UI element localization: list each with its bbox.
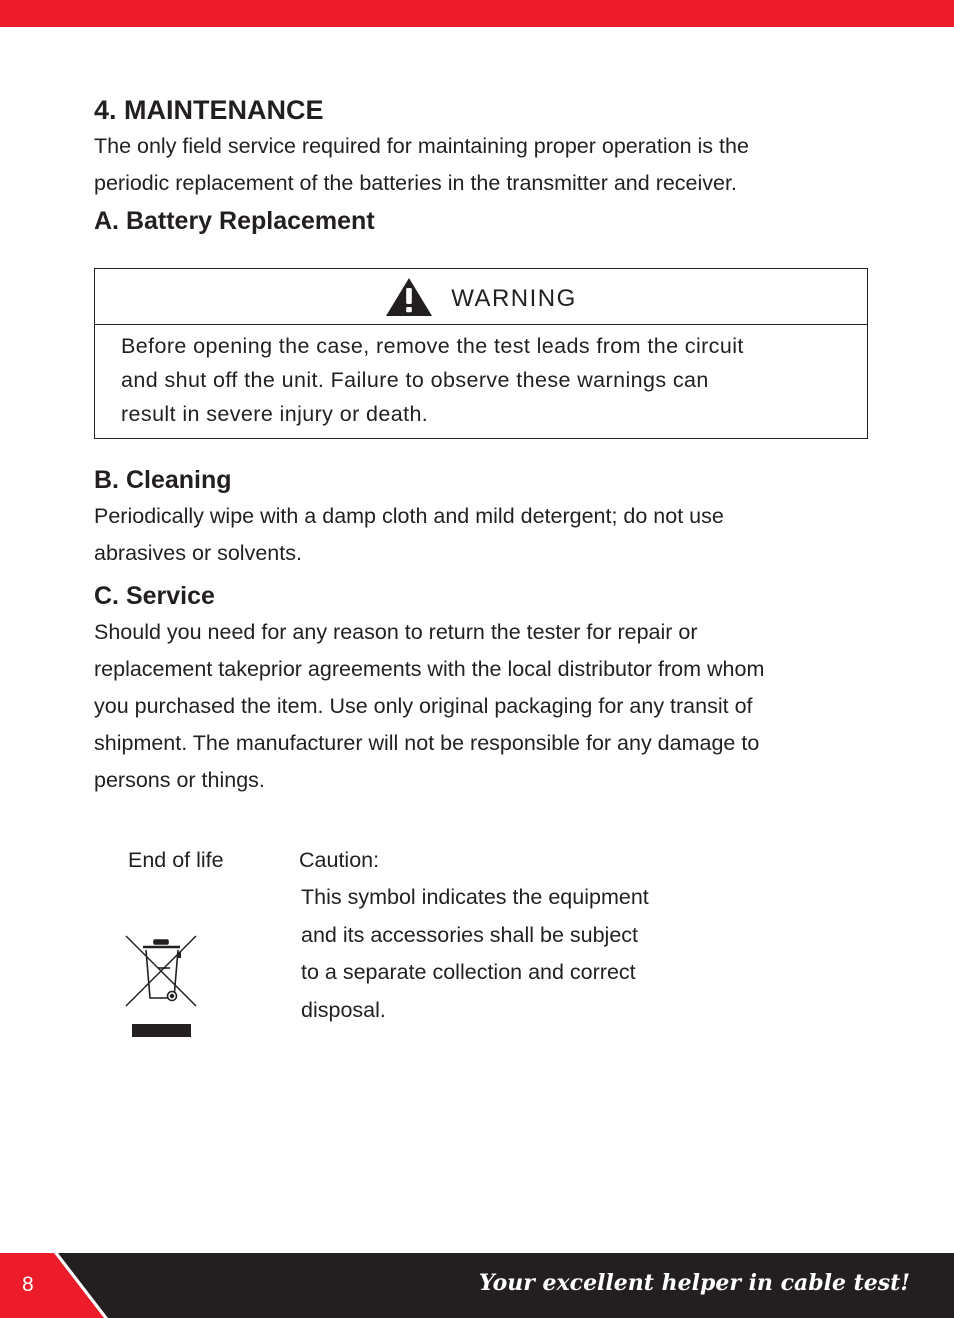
warning-box (94, 268, 868, 439)
warning-line-2: and shut off the unit. Failure to observe these warnings can (121, 368, 709, 392)
maintenance-section (94, 92, 874, 239)
battery-heading: A. Battery Replacement (94, 207, 375, 235)
caution-line-4: disposal. (301, 997, 386, 1022)
warning-line-3: result in severe injury or death. (121, 402, 429, 426)
warning-title: WARNING (451, 284, 577, 312)
section-title: 4. MAINTENANCE (94, 95, 324, 125)
caution-line-3: to a separate collection and correct (301, 960, 636, 984)
end-of-life-label: End of life (128, 848, 224, 872)
warning-line-1: Before opening the case, remove the test leads from the circuit (121, 334, 744, 358)
cleaning-service-section (94, 462, 874, 799)
caution-line-1: This symbol indicates the equipment (301, 885, 649, 909)
intro-line-1: The only field service required for maintaining proper operation is the (94, 134, 749, 158)
service-line-2: replacement takeprior agreements with the local distributor from whom (94, 657, 765, 681)
service-heading: C. Service (94, 582, 215, 610)
service-line-1: Should you need for any reason to return the tester for repair or (94, 620, 698, 644)
page-number: 8 (22, 1273, 34, 1296)
caution-text (301, 879, 721, 1029)
service-line-3: you purchased the item. Use only original packaging for any transit of (94, 694, 753, 718)
caution-line-2: and its accessories shall be subject (301, 922, 639, 947)
footer-tagline: Your excellent helper in cable test! (478, 1270, 910, 1296)
intro-line-2: periodic replacement of the batteries in the transmitter and receiver. (94, 171, 737, 195)
top-accent-bar (0, 0, 954, 27)
warning-header (95, 269, 867, 325)
caution-title: Caution: (299, 848, 380, 872)
service-line-5: persons or things. (94, 768, 265, 792)
cleaning-heading: B. Cleaning (94, 466, 232, 494)
weee-crossed-bin-icon (122, 932, 202, 1040)
cleaning-line-1: Periodically wipe with a damp cloth and mild detergent; do not use (94, 504, 724, 528)
cleaning-line-2: abrasives or solvents. (94, 541, 302, 565)
warning-body (95, 325, 867, 431)
warning-triangle-icon (385, 277, 433, 317)
service-line-4: shipment. The manufacturer will not be responsible for any damage to (94, 731, 760, 755)
